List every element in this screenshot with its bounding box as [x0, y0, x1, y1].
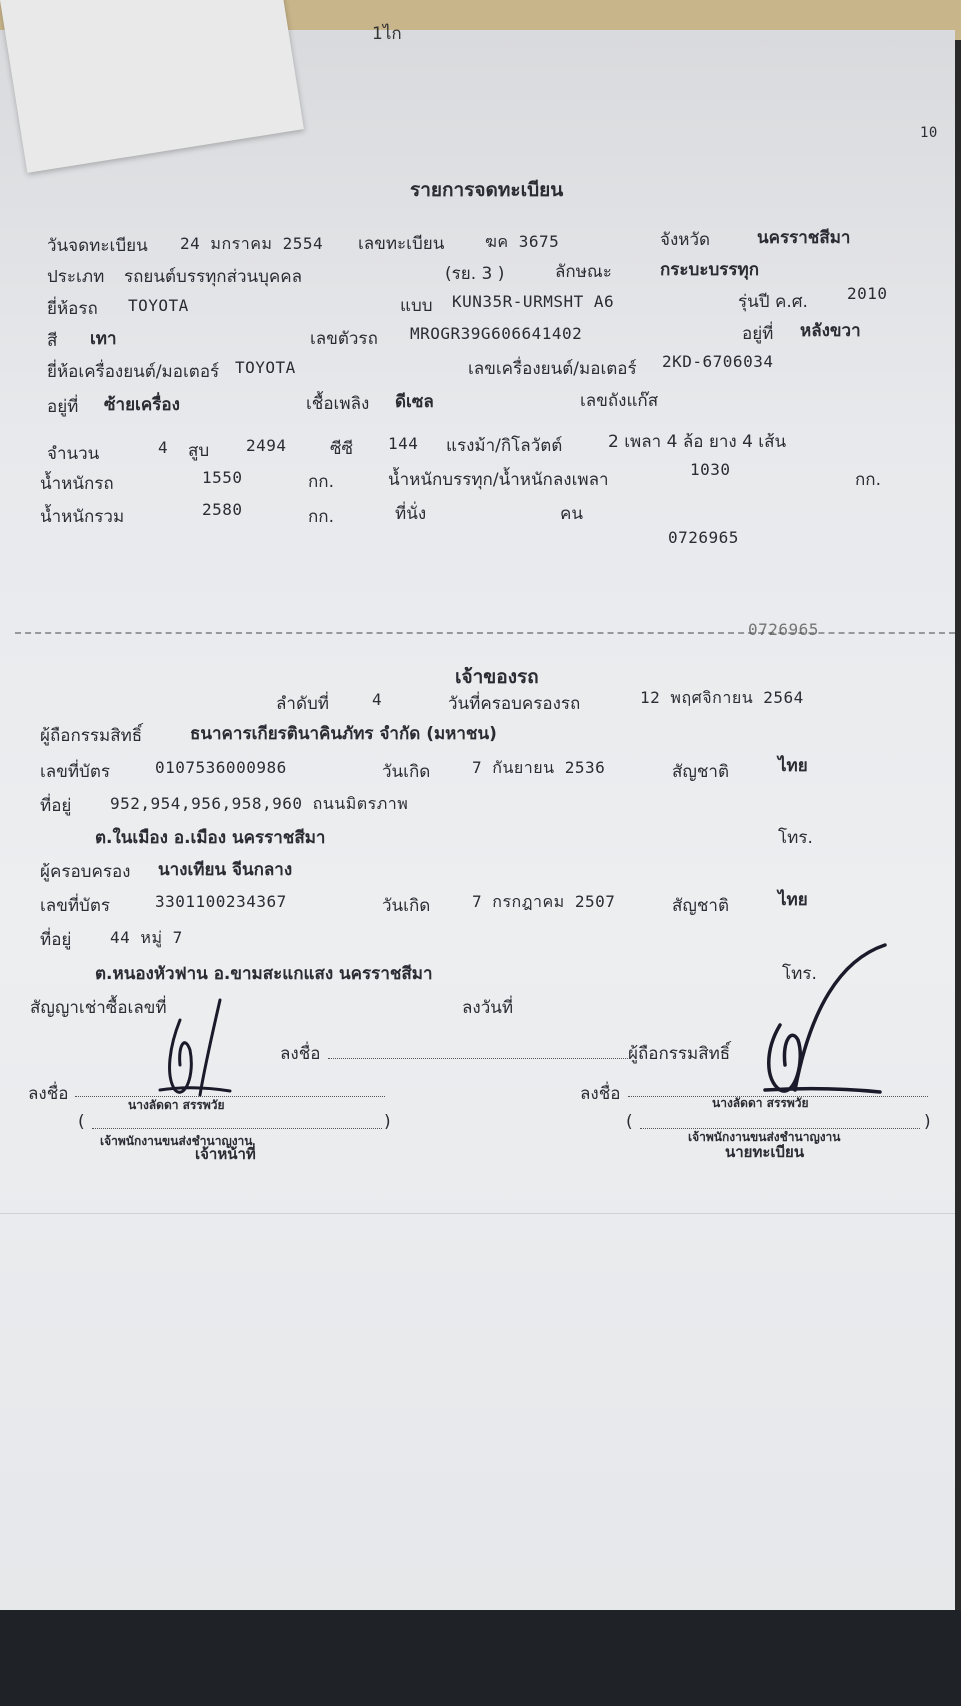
engine-loc-value: ซ้ายเครื่อง: [104, 395, 180, 415]
load-value: 1030: [690, 460, 731, 479]
order-label: ลำดับที่: [276, 694, 330, 714]
gross-unit: กก.: [308, 507, 334, 527]
chassis-label: เลขตัวรถ: [310, 329, 378, 349]
holder-addr-label: ที่อยู่: [40, 796, 72, 816]
axles-wheels-tires: 2 เพลา 4 ล้อ ยาง 4 เส้น: [608, 432, 787, 452]
registrar-title: นายทะเบียน: [725, 1143, 805, 1161]
order-value: 4: [372, 690, 383, 709]
cc-value: 2494: [246, 436, 287, 455]
weight-label: น้ำหนักรถ: [40, 474, 114, 494]
holder-nation: ไทย: [778, 756, 808, 776]
owner-title: เจ้าของรถ: [455, 666, 539, 688]
count-label: จำนวน: [47, 444, 100, 464]
possessor-birth-label: วันเกิด: [382, 896, 431, 916]
chassis-value: MROGR39G606641402: [410, 324, 583, 343]
cc-label: ซีซี: [330, 439, 354, 459]
type-label: ประเภท: [47, 267, 105, 287]
body-value: กระบะบรรทุก: [660, 260, 760, 280]
registration-title: รายการจดทะเบียน: [410, 179, 564, 201]
type-code: (รย. 3 ): [445, 264, 505, 284]
registrar-sign-label: ลงชื่อ: [580, 1084, 621, 1104]
possessor-label: ผู้ครอบครอง: [40, 862, 131, 882]
registrar-stamp-position: เจ้าพนักงานขนส่งชำนาญงาน: [688, 1130, 841, 1144]
engine-brand-label: ยี่ห้อเครื่องยนต์/มอเตอร์: [47, 362, 220, 382]
gas-tank-label: เลขถังแก๊ส: [580, 391, 659, 411]
officer-paren-right: ): [384, 1112, 391, 1132]
holder-tel-label: โทร.: [778, 828, 813, 848]
model-label: แบบ: [400, 296, 433, 316]
cylinders-label: สูบ: [188, 441, 210, 461]
paper-fold: [0, 1213, 955, 1214]
possess-date-label: วันที่ครอบครองรถ: [448, 694, 581, 714]
perforation-number: 0726965: [748, 620, 819, 639]
body-label: ลักษณะ: [555, 262, 612, 282]
hp-value: 144: [388, 434, 419, 453]
officer-signature: [150, 995, 240, 1105]
page-mark: 10: [920, 125, 938, 141]
officer-stamp-position: เจ้าพนักงานขนส่งชำนาญงาน: [100, 1134, 253, 1148]
possessor-nation: ไทย: [778, 890, 808, 910]
possessor-nation-label: สัญชาติ: [672, 896, 729, 916]
year-label: รุ่นปี ค.ศ.: [738, 292, 808, 312]
possessor-addr-label: ที่อยู่: [40, 930, 72, 950]
reg-date-label: วันจดทะเบียน: [47, 236, 148, 256]
possessor-address-line2: ต.หนองหัวฟาน อ.ขามสะแกแสง นครราชสีมา: [95, 964, 433, 984]
lease-label: สัญญาเช่าซื้อเลขที่: [30, 998, 167, 1018]
possessor-birth: 7 กรกฎาคม 2507: [472, 892, 616, 911]
registrar-stamp-name: นางลัดดา สรรพวัย: [712, 1096, 809, 1110]
weight-value: 1550: [202, 468, 243, 487]
holder-nation-label: สัญชาติ: [672, 762, 729, 782]
holder-label: ผู้ถือกรรมสิทธิ์: [40, 726, 143, 746]
year-value: 2010: [847, 284, 888, 303]
engine-loc-label: อยู่ที่: [47, 397, 79, 417]
possessor-address-line1: 44 หมู่ 7: [110, 928, 183, 947]
holder-address-line2: ต.ในเมือง อ.เมือง นครราชสีมา: [95, 828, 326, 848]
holder-sign-suffix: ผู้ถือกรรมสิทธิ์: [628, 1044, 731, 1064]
load-label: น้ำหนักบรรทุก/น้ำหนักลงเพลา: [388, 470, 609, 490]
model-value: KUN35R-URMSHT A6: [452, 292, 615, 311]
possessor-name: นางเทียน จีนกลาง: [158, 860, 293, 880]
gross-value: 2580: [202, 500, 243, 519]
registrar-signature: [760, 940, 900, 1100]
header-note: 1ไก: [372, 24, 402, 44]
holder-id-label: เลขที่บัตร: [40, 762, 111, 782]
holder-address-line1: 952,954,956,958,960 ถนนมิตรภาพ: [110, 794, 409, 813]
sign-date-label: ลงวันที่: [462, 998, 514, 1018]
officer-paren-left: (: [78, 1112, 85, 1132]
load-unit: กก.: [855, 470, 881, 490]
hp-label: แรงม้า/กิโลวัตต์: [446, 436, 563, 456]
officer-name-line: [92, 1128, 382, 1129]
cylinders-value: 4: [158, 438, 169, 457]
registrar-paren-right: ): [924, 1112, 931, 1132]
province-label: จังหวัด: [660, 230, 711, 250]
registrar-paren-left: (: [626, 1112, 633, 1132]
reg-date: 24 มกราคม 2554: [180, 234, 324, 253]
chassis-loc-label: อยู่ที่: [742, 324, 774, 344]
fuel-label: เชื้อเพลิง: [306, 394, 370, 414]
possessor-tel-label: โทร.: [782, 964, 817, 984]
possess-date: 12 พฤศจิกายน 2564: [640, 688, 804, 707]
color-value: เทา: [90, 329, 117, 349]
brand-value: TOYOTA: [128, 296, 189, 315]
type-value: รถยนต์บรรทุกส่วนบุคคล: [124, 267, 303, 287]
plate-value: ฆค 3675: [485, 232, 560, 251]
weight-unit: กก.: [308, 472, 334, 492]
holder-sign-label: ลงชื่อ: [280, 1044, 321, 1064]
table-surface: [0, 1610, 961, 1706]
fuel-value: ดีเซล: [395, 392, 434, 412]
plate-label: เลขทะเบียน: [358, 234, 445, 254]
seat-label: ที่นั่ง: [395, 504, 427, 524]
engine-brand-value: TOYOTA: [235, 358, 296, 377]
gross-label: น้ำหนักรวม: [40, 507, 125, 527]
province-value: นครราชสีมา: [757, 228, 851, 248]
holder-id: 0107536000986: [155, 758, 287, 777]
person-label: คน: [560, 504, 583, 524]
chassis-loc-value: หลังขวา: [800, 321, 861, 341]
possessor-id-label: เลขที่บัตร: [40, 896, 111, 916]
holder-birth: 7 กันยายน 2536: [472, 758, 606, 777]
holder-sign-line: [328, 1058, 628, 1059]
officer-sign-label: ลงชื่อ: [28, 1084, 69, 1104]
engine-no-value: 2KD-6706034: [662, 352, 774, 371]
possessor-id: 3301100234367: [155, 892, 287, 911]
officer-title: เจ้าหน้าที่: [195, 1145, 256, 1163]
brand-label: ยี่ห้อรถ: [47, 299, 98, 319]
officer-stamp-name: นางลัดดา สรรพวัย: [128, 1098, 225, 1112]
holder-name: ธนาคารเกียรตินาคินภัทร จำกัด (มหาชน): [190, 724, 497, 744]
doc-number: 0726965: [668, 528, 739, 547]
engine-no-label: เลขเครื่องยนต์/มอเตอร์: [468, 359, 637, 379]
color-label: สี: [47, 331, 58, 351]
holder-birth-label: วันเกิด: [382, 762, 431, 782]
